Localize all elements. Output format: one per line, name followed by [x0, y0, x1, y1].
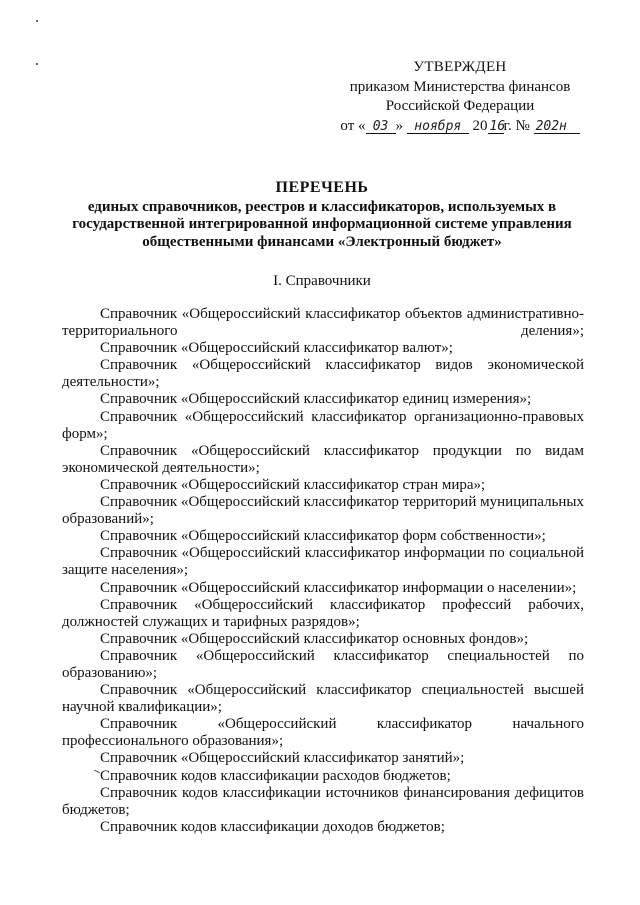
- scan-speck: [36, 63, 38, 65]
- list-item: Справочник «Общероссийский классификатор начального профессионального образования»;: [62, 716, 584, 750]
- handwritten-day: 03: [366, 120, 396, 134]
- handwritten-year: 16: [489, 118, 506, 134]
- year-prefix: 20: [468, 117, 488, 134]
- list-item: Справочник «Общероссийский классификатор информации о населении»;: [100, 579, 577, 596]
- list-item: Справочник «Общероссийский классификатор видов экономической деятельности»;: [62, 357, 584, 391]
- list-item: Справочник «Общероссийский классификатор валют»;: [100, 340, 453, 357]
- list-item: Справочник «Общероссийский классификатор продукции по видам экономической деятельности»;: [62, 442, 584, 476]
- date-prefix: от «: [340, 117, 366, 134]
- list-item: Справочник «Общероссийский классификатор объектов административно-территориального деления»;: [62, 306, 584, 340]
- list-item: Справочник «Общероссийский классификатор территорий муниципальных образований»;: [62, 494, 584, 528]
- title-line-3: общественными финансами «Электронный бюджет»: [142, 233, 502, 250]
- title-line-1: единых справочников, реестров и классификаторов, используемых в: [87, 198, 557, 215]
- list-item: Справочник «Общероссийский классификатор основных фондов»;: [100, 630, 529, 647]
- list-item: Справочник кодов классификации источников финансирования дефицитов бюджетов;: [62, 784, 584, 818]
- list-item: Справочник «Общероссийский классификатор занятий»;: [100, 750, 465, 767]
- reference-book-list: [62, 306, 584, 836]
- list-item: Справочник кодов классификации расходов бюджетов;: [100, 767, 451, 784]
- order-date-line: [330, 117, 590, 137]
- list-item: Справочник «Общероссийский классификатор информации по социальной защите населения»;: [62, 545, 584, 579]
- title-heading: ПЕРЕЧЕНЬ: [275, 179, 369, 196]
- list-item: Справочник «Общероссийский классификатор специальностей по образованию»;: [62, 647, 584, 681]
- order-line: приказом Министерства финансов: [349, 78, 571, 95]
- document-title: [62, 179, 582, 251]
- section-heading: I. Справочники: [273, 273, 371, 289]
- handwritten-order-number: 202н: [534, 120, 580, 134]
- handwritten-month: ноября: [407, 120, 469, 134]
- list-item: Справочник «Общероссийский классификатор единиц измерения»;: [100, 391, 532, 408]
- list-item: Справочник «Общероссийский классификатор профессий рабочих, должностей служащих и тарифных разрядов»;: [62, 596, 584, 630]
- title-line-2: государственной интегрированной информационной системе управления: [72, 216, 572, 232]
- approval-stamp-block: [330, 58, 590, 136]
- approved-label: УТВЕРЖДЕН: [413, 59, 507, 75]
- federation-line: Российской Федерации: [385, 98, 535, 114]
- list-item: Справочник «Общероссийский классификатор организационно-правовых форм»;: [62, 408, 584, 442]
- list-item: Справочник кодов классификации доходов бюджетов;: [100, 818, 445, 835]
- date-mid: »: [395, 117, 407, 134]
- list-item: Справочник «Общероссийский классификатор специальностей высшей научной квалификации»;: [62, 682, 584, 716]
- scan-speck: [36, 20, 38, 22]
- list-item: Справочник «Общероссийский классификатор форм собственности»;: [100, 528, 546, 545]
- number-prefix: г. №: [503, 117, 534, 134]
- list-item: Справочник «Общероссийский классификатор стран мира»;: [100, 476, 486, 493]
